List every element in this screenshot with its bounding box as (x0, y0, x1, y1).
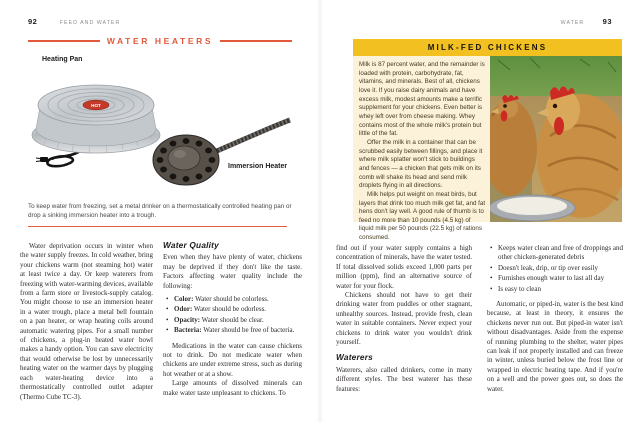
waterer-features-list (487, 244, 623, 294)
heading-rule-left (28, 40, 100, 42)
heating-pan-label: Heating Pan (42, 56, 83, 63)
list-item: • Keeps water clean and free of droppings and other chicken-generated debris (490, 244, 623, 263)
right-page-column-2 (487, 244, 623, 394)
milk-fed-chickens-box (353, 39, 622, 242)
sidebar-title: MILK-FED CHICKENS (427, 43, 548, 52)
paragraph: Water deprivation occurs in winter when the water supply freezes. In cold weather, bring your chickens warm (not steaming hot) water at least twice a day. Or keep waterers from freezing with water-warming devices, available from a farm store or livestock-supply catalog. You might choose to use an immersion heater in a water trough, place a metal bell fountain on a pan heater, or wrap heating coils around automatic watering pipes. For a small number of chickens, a plug-in heated water bowl makes a handy option. You can save electricity that would otherwise be lost by unnecessarily heating water on the warmer days by plugging each water-heating device into a thermostatically controlled outlet adapter (Thermo Cube TC-3). (20, 242, 153, 401)
list-item (166, 305, 302, 314)
left-page-column-1 (20, 242, 153, 402)
section-heading (28, 36, 292, 46)
power-cord (47, 151, 80, 166)
sidebar-title-band (353, 39, 622, 56)
water-quality-list (163, 295, 302, 336)
paragraph: Milk is 87 percent water, and the remainder is loaded with protein, carbohydrate, fat, vitamins, and minerals. Best of all, chickens love it. If you raise dairy animals and have excess milk, modest amounts make a terrific supplement for your chickens. Even better is whey left over from cheese making. Whey contains most of the whole milk's protein but little of the fat. (359, 61, 485, 138)
right-page-column-1 (336, 244, 472, 394)
list-item (166, 295, 302, 304)
figure-caption: To keep water from freezing, set a metal drinker on a thermostatically controlled heating pan or drop a sinking immersion heater into a trough. (28, 203, 292, 219)
section-title: WATER HEATERS (106, 36, 214, 46)
paragraph: Even when they have plenty of water, chickens may be deprived if they don't like the taste. Factors affecting water quality include the following: (163, 253, 302, 290)
list-term: Odor: (174, 305, 193, 314)
list-item: • Doesn't leak, drip, or tip over easily (490, 264, 623, 273)
orange-divider (28, 226, 287, 227)
running-head-left (28, 11, 120, 29)
list-text: Water should be odorless. (192, 305, 267, 314)
left-page-column-2 (163, 241, 302, 398)
list-term: Color: (174, 295, 194, 304)
waterers-heading: Waterers (336, 352, 373, 363)
paragraph: Offer the milk in a container that can be scrubbed easily between fillings, and place it where milk splatter won't stick to buildings and fences — a chicken that gets milk on its comb will shake its head and send milk droplets flying in all directions. (359, 138, 483, 190)
paragraph: Large amounts of dissolved minerals can make water taste unpleasant to chickens. To (163, 379, 302, 397)
list-term: Opacity: (174, 315, 201, 324)
list-item: • Furnishes enough water to last all day (490, 274, 623, 283)
hot-badge-text: HOT (91, 103, 101, 108)
power-plug (40, 157, 48, 162)
running-head-left-text: FEED AND WATER (59, 20, 121, 26)
list-term: Bacteria: (174, 326, 202, 335)
running-head-right-text: WATER (560, 20, 585, 26)
page-right (320, 0, 640, 422)
sidebar-text (359, 61, 486, 243)
paragraph: Medications in the water can cause chickens not to drink. Do not medicate water when chickens are under extreme stress, such as during hot weather or at a show. (163, 341, 302, 378)
paragraph: Milk helps put weight on meat birds, but layers that drink too much milk get fat, and fat hens don't lay well. A good rule of thumb is to feed no more than 10 pounds (4.5 kg) of liquid milk per 50 pounds (22.5 kg) of rations consumed. (359, 190, 486, 242)
list-item (166, 326, 302, 335)
paragraph: Chickens should not have to get their drinking water from puddles or other stagnant, unhealthy sources. Instead, provide fresh, clean water in suitable containers. Never expect your chickens to drink water you wouldn't drink yourself. (336, 291, 472, 347)
heading-rule-right (220, 40, 292, 42)
immersion-heater-label: Immersion Heater (228, 163, 288, 170)
list-text: Water should be clear. (200, 315, 264, 324)
water-quality-heading: Water Quality (163, 240, 219, 250)
paragraph: Automatic, or piped-in, water is the best kind because, at least in theory, it ensures the chickens never run out. But piped-in water isn't without disadvantages. Aside from the expense of running plumbing to the shelter, water pipes can leak if not properly installed and can freeze in winter, unless buried below the frost line or wrapped in electric heating tape. And if you're on a well and the power goes out, so does the water. (487, 300, 623, 393)
list-text: Water should be free of bacteria. (201, 326, 295, 335)
page-number-left: 92 (28, 17, 38, 26)
list-text: Water should be colorless. (193, 295, 269, 304)
page-number-right: 93 (602, 17, 612, 26)
chickens-photo (490, 56, 622, 222)
list-item (166, 316, 302, 325)
immersion-heater-image (146, 113, 296, 193)
paragraph: find out if your water supply contains a high concentration of minerals, have the water tested. If total dissolved solids exceed 1,000 parts per million (ppm), find an alternative source of water for your flock. (336, 244, 472, 290)
page-gutter (317, 0, 323, 422)
running-head-right (561, 11, 612, 29)
paragraph: Waterers, also called drinkers, come in many different styles. The best waterer has these features: (336, 365, 472, 393)
list-item: • Is easy to clean (490, 285, 623, 294)
